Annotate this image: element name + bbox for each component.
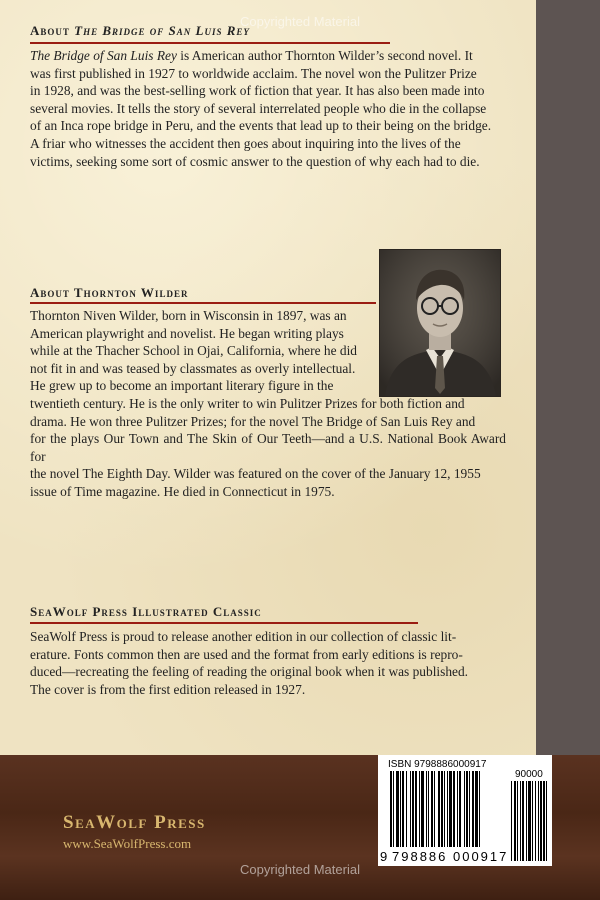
barcode-bar: [419, 771, 420, 847]
book-line: several movies. It tells the story of several interrelated people who die in the collapse: [30, 100, 487, 116]
addon-bar: [514, 781, 516, 861]
book-line: [30, 47, 506, 65]
author-bio-narrow: [30, 307, 366, 395]
publisher-line: SeaWolf Press is proud to release another edition in our collection of classic lit-: [30, 629, 457, 644]
isbn-label: ISBN 9798886000917: [388, 759, 487, 770]
barcode-bar: [472, 771, 474, 847]
barcode-bar: [447, 771, 448, 847]
barcode-bar: [402, 771, 404, 847]
isbn-lead-digit: 9: [380, 849, 388, 864]
portrait-illustration: [380, 250, 500, 396]
book-line: A friar who witnesses the accident then goes about inquiring into the lives of the: [30, 135, 461, 151]
barcode-bar: [464, 771, 465, 847]
addon-bar: [538, 781, 539, 861]
addon-bar: [528, 781, 531, 861]
barcode-bar: [406, 771, 407, 847]
watermark-bottom: Copyrighted Material: [240, 862, 360, 877]
publisher-website: www.SeaWolfPress.com: [63, 836, 192, 851]
addon-bar: [517, 781, 518, 861]
bio-line: He grew up to become an important literary figure in the: [30, 378, 334, 394]
section-heading-book: [30, 23, 250, 39]
heading-prefix: About: [30, 23, 75, 38]
barcode-bar: [412, 771, 414, 847]
addon-bar: [520, 781, 521, 861]
heading-rule-book: [30, 42, 390, 44]
barcode-bar: [457, 771, 458, 847]
isbn-digits: 798886 000917: [392, 849, 509, 864]
publisher-line: The cover is from the first edition released in 1927.: [30, 681, 306, 697]
bio-line: while at the Thacher School in Ojai, California, where he did: [30, 343, 357, 359]
section-heading-publisher: SeaWolf Press Illustrated Classic: [30, 604, 262, 619]
heading-book-title: The Bridge of San Luis Rey: [74, 23, 250, 38]
barcode-bar: [396, 771, 399, 847]
barcode-bar: [428, 771, 429, 847]
barcode-bar: [469, 771, 470, 847]
addon-bar: [511, 781, 512, 861]
barcode-bar: [438, 771, 440, 847]
addon-bar: [532, 781, 533, 861]
author-bio-wide: [30, 395, 506, 501]
bio-line: drama. He won three Pulitzer Prizes; for the novel The Bridge of San Luis Rey and: [30, 413, 476, 429]
book-title-inline: The Bridge of San Luis Rey: [30, 48, 177, 63]
price-code: 90000: [515, 769, 543, 780]
heading-rule-author: [30, 302, 376, 304]
bio-line: the novel The Eighth Day. Wilder was featured on the cover of the January 12, 1955: [30, 466, 481, 482]
bio-line: not fit in and was teased by classmates as overly intellectual.: [30, 360, 356, 376]
barcode-bar: [434, 771, 435, 847]
bio-line: twentieth century. He is the only writer to win Pulitzer Prizes for both fiction and: [30, 396, 465, 411]
book-line: in 1928, and was the best-selling work of fiction that year. It has also been made into: [30, 83, 485, 99]
bio-line: Thornton Niven Wilder, born in Wisconsin in 1897, was an: [30, 308, 347, 323]
publisher-brand: SeaWolf Press: [63, 812, 206, 833]
publisher-line: duced—recreating the feeling of reading the original book when it was published.: [30, 664, 469, 680]
book-line: victims, seeking some sort of cosmic answer to the question of why each had to die.: [30, 153, 480, 169]
barcode-bar: [459, 771, 461, 847]
barcode-bar: [400, 771, 401, 847]
heading-rule-publisher: [30, 622, 418, 624]
book-description: [30, 47, 506, 170]
watermark-top: Copyrighted Material: [240, 14, 360, 29]
barcode-bar: [421, 771, 424, 847]
bio-line: for the plays Our Town and The Skin of Our Teeth—and a U.S. National Book Award for: [30, 431, 506, 464]
addon-bar: [540, 781, 542, 861]
addon-bar: [543, 781, 545, 861]
book-line: was first published in 1927 to worldwide acclaim. The novel won the Pulitzer Prize: [30, 65, 477, 81]
barcode-bar: [431, 771, 433, 847]
addon-bar: [535, 781, 536, 861]
barcode-bar: [444, 771, 445, 847]
author-portrait-photo: [380, 250, 500, 396]
addon-bar: [526, 781, 527, 861]
publisher-note: [30, 628, 506, 698]
addon-bar: [546, 781, 547, 861]
bio-line: American playwright and novelist. He began writing plays: [30, 325, 344, 341]
barcode-bar: [426, 771, 427, 847]
book-line: of an Inca rope bridge in Peru, and the events that lead up to their being on the bridge.: [30, 118, 492, 134]
barcode-bar: [466, 771, 468, 847]
barcode-bar: [410, 771, 411, 847]
barcode-bar: [390, 771, 392, 847]
barcode-bar: [393, 771, 394, 847]
book-line-rest: is American author Thornton Wilder’s second novel. It: [176, 48, 473, 63]
barcode-bar: [415, 771, 417, 847]
barcode-bar: [475, 771, 478, 847]
bio-line: issue of Time magazine. He died in Connecticut in 1975.: [30, 483, 335, 499]
barcode-bar: [479, 771, 480, 847]
barcode-bar: [441, 771, 443, 847]
barcode-bar: [453, 771, 455, 847]
publisher-line: erature. Fonts common then are used and the format from early editions is repro-: [30, 646, 463, 662]
section-heading-author: About Thornton Wilder: [30, 285, 189, 300]
barcode-bar: [449, 771, 452, 847]
addon-bar: [522, 781, 524, 861]
